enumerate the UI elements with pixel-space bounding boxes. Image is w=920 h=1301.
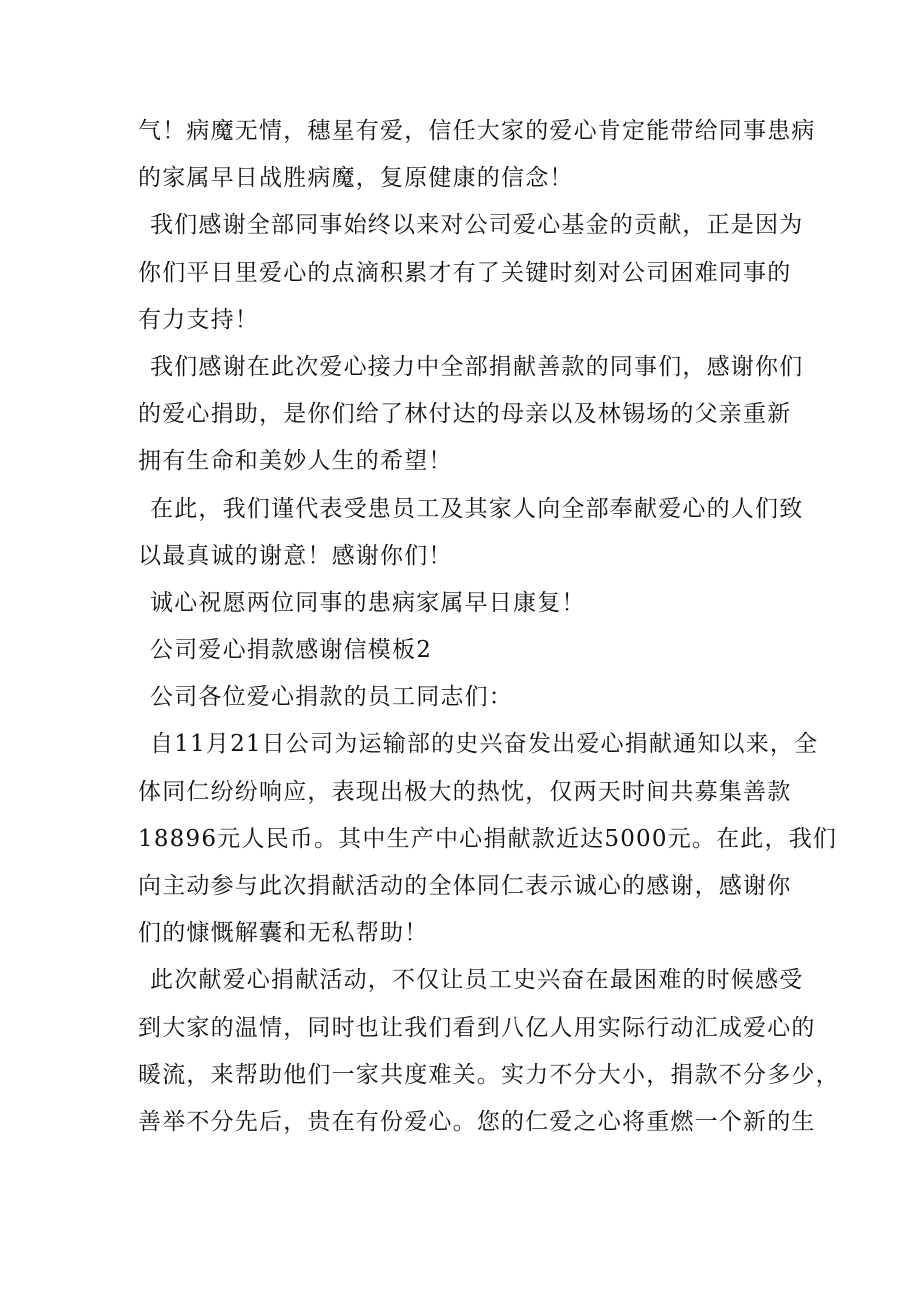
text-line: 此次献爱心捐献活动，不仅让员工史兴奋在最困难的时候感受 — [150, 967, 804, 994]
text-line: 们的慷慨解囊和无私帮助！ — [138, 920, 429, 947]
text-line: 以最真诚的谢意！感谢你们！ — [138, 542, 453, 569]
text-line: 体同仁纷纷响应，表现出极大的热忱，仅两天时间共募集善款 — [138, 778, 792, 805]
text-line: 向主动参与此次捐献活动的全体同仁表示诚心的感谢，感谢你 — [138, 873, 792, 899]
text-line: 善举不分先后，贵在有份爱心。您的仁爱之心将重燃一个新的生 — [138, 1108, 816, 1135]
paragraph-5 — [138, 580, 788, 627]
document-body — [138, 108, 840, 1146]
paragraph-4 — [138, 486, 804, 580]
paragraph-3 — [138, 344, 804, 486]
text-line: 暖流，来帮助他们一家共度难关。实力不分大小，捐款不分多少， — [138, 1061, 840, 1088]
text-line: 自11月21日公司为运输部的史兴奋发出爱心捐献通知以来，全 — [150, 731, 819, 758]
text-line: 公司爱心捐款感谢信模板2 — [150, 637, 433, 664]
salutation — [138, 674, 788, 721]
text-line: 18896元人民币。其中生产中心捐献款近达5000元。在此，我们 — [138, 825, 838, 852]
text-line: 公司各位爱心捐款的员工同志们： — [150, 684, 513, 711]
text-line: 我们感谢全部同事始终以来对公司爱心基金的贡献，正是因为 — [150, 212, 804, 239]
text-line: 有力支持！ — [138, 306, 259, 333]
paragraph-8 — [138, 721, 838, 957]
text-line: 拥有生命和美妙人生的希望！ — [138, 448, 453, 475]
text-line: 你们平日里爱心的点滴积累才有了关键时刻对公司困难同事的 — [138, 259, 792, 286]
text-line: 诚心祝愿两位同事的患病家属早日康复！ — [150, 589, 586, 616]
text-line: 的家属早日战胜病魔，复原健康的信念！ — [138, 165, 574, 192]
paragraph-2 — [138, 202, 804, 344]
text-line: 到大家的温情，同时也让我们看到八亿人用实际行动汇成爱心的 — [138, 1014, 816, 1041]
text-line: 我们感谢在此次爱心接力中全部捐献善款的同事们，感谢你们 — [150, 353, 804, 380]
text-line: 在此，我们谨代表受患员工及其家人向全部奉献爱心的人们致 — [150, 495, 804, 522]
paragraph-9 — [138, 957, 840, 1146]
paragraph-1 — [138, 108, 816, 202]
section-title — [138, 627, 788, 674]
text-line: 的爱心捐助，是你们给了林付达的母亲以及林锡场的父亲重新 — [138, 401, 792, 428]
text-line: 气！病魔无情，穗星有爱，信任大家的爱心肯定能带给同事患病 — [138, 118, 816, 144]
